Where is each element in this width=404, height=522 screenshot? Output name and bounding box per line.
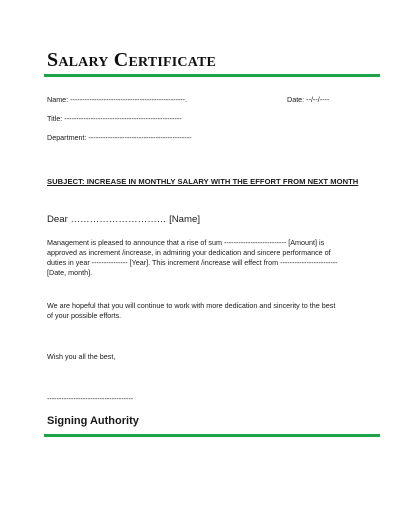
document-title: Salary Certificate (47, 49, 217, 71)
body-paragraph-1 (47, 238, 387, 278)
signature-line: ------------------------------------ (47, 394, 134, 403)
paragraph-line: Management is pleased to announce that a rise of sum -------------------------- [Amount] is (47, 238, 325, 247)
department-field: Department: ------------------------------------------- (47, 133, 192, 142)
paragraph-line: We are hopeful that you will continue to work with more dedication and sincerity to the best (47, 301, 336, 310)
paragraph-line: [Date, month]. (47, 268, 93, 277)
subject-line: SUBJECT: INCREASE IN MONTHLY SALARY WITH THE EFFORT FROM NEXT MONTH (47, 177, 359, 186)
signing-authority: Signing Authority (47, 415, 139, 427)
title-field: Title: ------------------------------------------------- (47, 114, 182, 123)
footer-divider (44, 434, 380, 437)
body-paragraph-2 (47, 301, 387, 321)
paragraph-line: duties in year --------------- [Year]. This increment /increase will effect from ------------------------ (47, 258, 338, 267)
paragraph-line: approved as increment /increase, in admiring your dedication and sincere performance of (47, 248, 331, 257)
paragraph-line: of your possible efforts. (47, 311, 122, 320)
closing-line: Wish you all the best, (47, 352, 116, 361)
date-field: Date: --/--/---- (287, 95, 330, 104)
name-field: Name: ------------------------------------------------. (47, 95, 188, 104)
title-divider (44, 74, 380, 77)
salutation: Dear ………………………… [Name] (47, 214, 200, 225)
